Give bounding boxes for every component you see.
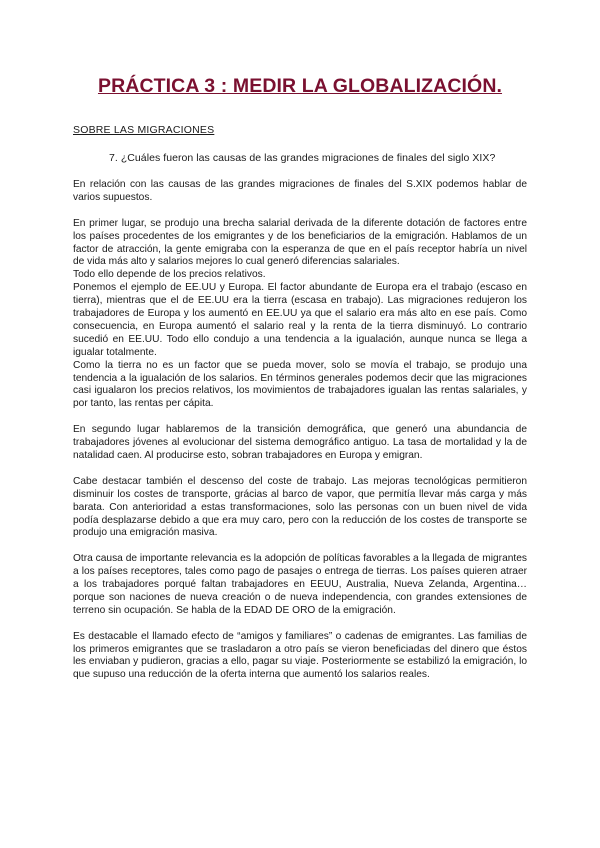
paragraph-relative-prices: Todo ello depende de los precios relativos. (73, 269, 266, 281)
section-heading: SOBRE LAS MIGRACIONES (73, 124, 215, 136)
paragraph-migration-policies: Otra causa de importante relevancia es la adopción de políticas favorables a la llegada de migrantes a los países receptores, tales como pago de pasajes o entrega de tierras. Los países quieren atraer a los trabajadores porqué faltan trabajadores en EEUU, Australia, Nueva Zelanda, Argentina… porque son naciones de nueva creación o de nueva independencia, con grandes extensiones de terreno sin ocupación. Se habla de la EDAD DE ORO de la emigración. (73, 553, 527, 616)
paragraph-usa-europe-example: Ponemos el ejemplo de EE.UU y Europa. El factor abundante de Europa era el trabajo (escaso en tierra), mientras que el de EE.UU era la tierra (escasa en trabajo). Las migraciones redujeron los trabajadores de Europa y los aumentó en EE.UU ya que el salario era más alto en ese país. Como consecuencia, en Europa aumentó el salario real y la renta de la tierra disminuyó. Lo contrario sucedió en EE.UU. Todo ello condujo a una tendencia a la igualación, aunque nunca se llega a igualar totalmente. (73, 282, 527, 358)
question-heading: 7. ¿Cuáles fueron las causas de las grandes migraciones de finales del siglo XIX? (109, 152, 496, 164)
paragraph-friends-family-effect: Es destacable el llamado efecto de “amigos y familiares” o cadenas de emigrantes. Las familias de los primeros emigrantes que se trasladaron a otro país se vieron beneficiadas del dinero que éstos les enviaban y pudieron, gracias a ello, pagar su viaje. Posteriormente se estabilizó la emigración, lo que supuso una reducción de la oferta interna que aumentó los salarios reales. (73, 630, 527, 681)
paragraph-transport-costs: Cabe destacar también el descenso del coste de trabajo. Las mejoras tecnológicas permitieron disminuir los costes de transporte, grácias al barco de vapor, que permitía llevar más carga y más barata. Con anterioridad a estas transformaciones, solo las personas con un buen nivel de vida podía desplazarse debido a que era muy caro, pero con la reducción de los costes de transporte se produjo una emigración masiva. (73, 475, 527, 539)
paragraph-demographic-transition: En segundo lugar hablaremos de la transición demográfica, que generó una abundancia de trabajadores jóvenes al evolucionar del sistema demográfico antiguo. La tasa de mortalidad y la de natalidad caen. Al producirse esto, sobran trabajadores en Europa y emigran. (73, 424, 527, 461)
paragraph-intro: En relación con las causas de las grandes migraciones de finales del S.XIX podemos hablar de varios supuestos. (73, 179, 527, 203)
paragraph-wage-equalization: Como la tierra no es un factor que se pueda mover, solo se movía el trabajo, se produjo una tendencia a la igualación de los salarios. En términos generales podemos decir que las migraciones casi igualaron los precios relativos, los movimientos de trabajadores igualan las rentas salariales, y por tanto, las rentas per cápita. (73, 359, 527, 410)
document-body (73, 179, 527, 682)
document-title: PRÁCTICA 3 : MEDIR LA GLOBALIZACIÓN. (97, 75, 503, 97)
paragraph-wage-gap: En primer lugar, se produjo una brecha salarial derivada de la diferente dotación de factores entre los países procedentes de los emigrantes y de los beneficiarios de la emigración. Hablamos de un factor de atracción, la gente emigraba con la esperanza de que en el país receptor habría un nivel de vida más alto y salarios mejores lo cual generó diferencias salariales. (73, 217, 527, 268)
